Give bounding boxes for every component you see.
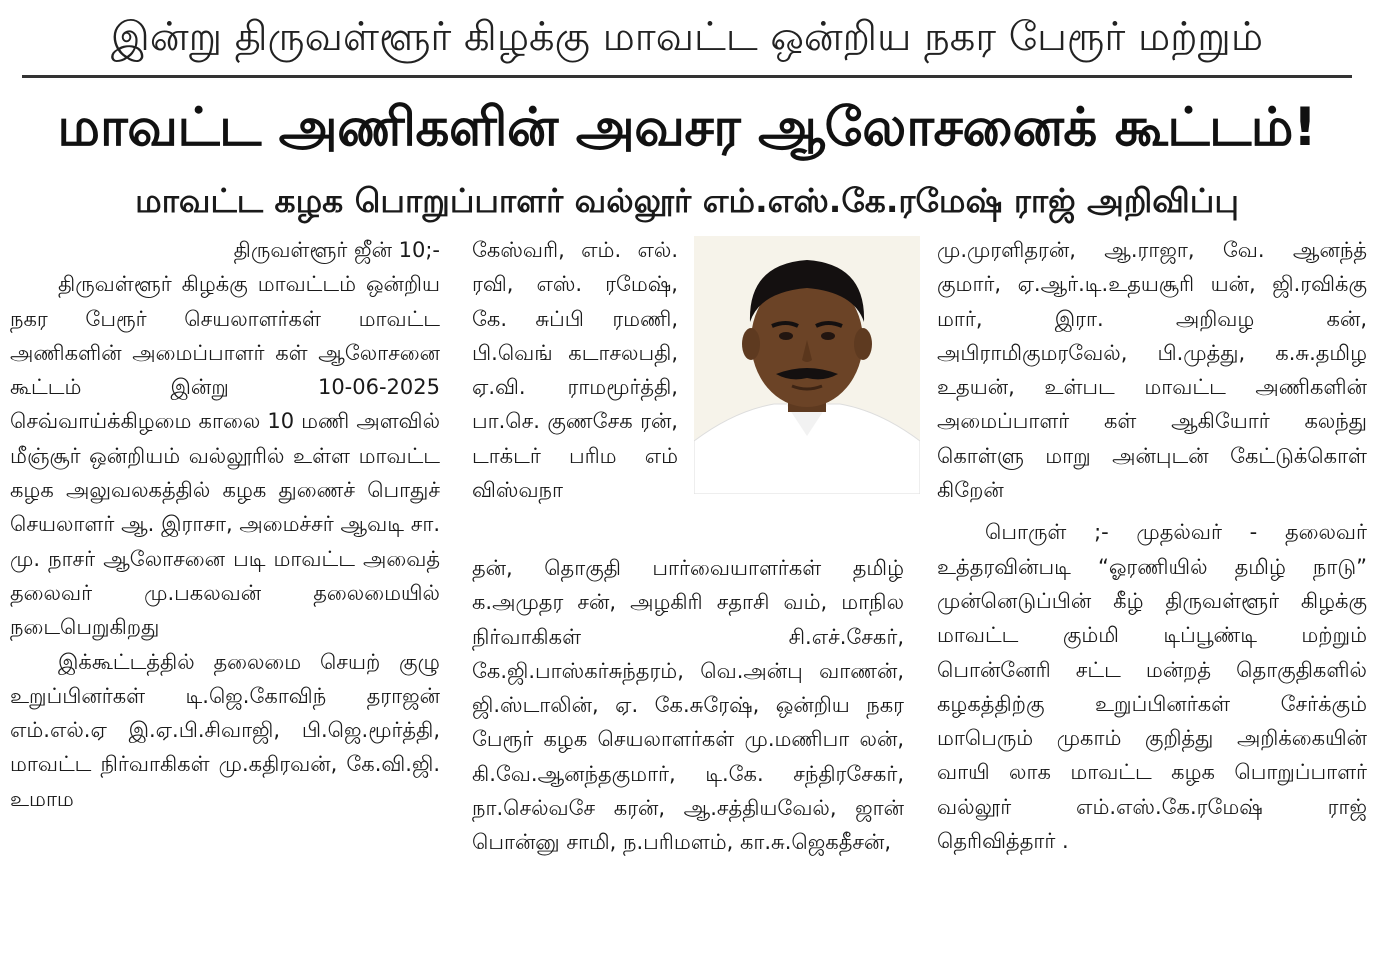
sub-headline: மாவட்ட கழக பொறுப்பாளர் வல்லூர் எம்.எஸ்.கே.ரமேஷ் ராஜ் அறிவிப்பு: [135, 181, 1239, 220]
column2-wide-text: தன், தொகுதி பார்வையாளர்கள் தமிழ் க.அமுதர சன், அழகிரி சதாசி வம், மாநில நிர்வாகிகள் சி.எச்.சேகர், கே.ஜி.பாஸ்கர்சுந்தரம், வெ.அன்பு வாணன், ஜி.ஸ்டாலின், ஏ. கே.சுரேஷ், ஒன்றிய நகர பேரூர் கழக செயலாளர்கள் மு.மணிபா லன், கி.வே.ஆனந்தகுமார், டி.கே. சந்திரசேகர், நா.செல்வசே கரன், ஆ.சத்தியவேல், ஜான் பொன்னு சாமி, ந.பரிமளம், கா.சு.ஜெகதீசன்,: [472, 556, 904, 855]
header-rule: [22, 75, 1352, 78]
column2-narrow-text: கேஸ்வரி, எம். எல். ரவி, எஸ். ரமேஷ், கே. சுப்பி ரமணி, பி.வெங் கடாசலபதி, ஏ.வி. ராமமூர்த்தி, பா.செ. குணசேக ரன், டாக்டர் பரிம எம் விஸ்வநா: [472, 238, 678, 503]
article-column-3: [937, 233, 1367, 953]
article-column-2-wide: [472, 551, 904, 951]
kicker-headline: இன்று திருவள்ளூர் கிழக்கு மாவட்ட ஒன்றிய நகர பேரூர் மற்றும்: [110, 14, 1264, 60]
dateline: திருவள்ளூர் ஜீன் 10;-: [233, 238, 440, 262]
column1-paragraph-1: திருவள்ளூர் கிழக்கு மாவட்டம் ஒன்றிய நகர பேரூர் செயலாளர்கள் மாவட்ட அணிகளின் அமைப்பாளர் கள் ஆலோசனை கூட்டம் இன்று 10-06-2025 செவ்வாய்க்கிழமை காலை 10 மணி அளவில் மீஞ்சூர் ஒன்றியம் வல்லூரில் உள்ள மாவட்ட கழக அலுவலகத்தில் கழக துணைச் பொதுச் செயலாளர் ஆ. இராசா, அமைச்சர் ஆவடி சா. மு. நாசர் ஆலோசனை படி மாவட்ட அவைத் தலைவர் மு.பகலவன் தலைமையில் நடைபெறுகிறது: [10, 272, 440, 640]
column3-paragraph-1: மு.முரளிதரன், ஆ.ராஜா, வே. ஆனந்த் குமார், ஏ.ஆர்.டி.உதயசூரி யன், ஜி.ரவிக்கு மார், இரா. அறிவழ கன், அபிராமிகுமரவேல், பி.முத்து, க.சு.தமிழ உதயன், உள்பட மாவட்ட அணிகளின் அமைப்பாளர் கள் ஆகியோர் கலந்து கொள்ளு மாறு அன்புடன் கேட்டுக்கொள் கிறேன்: [937, 238, 1367, 503]
portrait-photo: [694, 236, 920, 494]
article-column-2-narrow: [472, 233, 678, 551]
column1-paragraph-2: இக்கூட்டத்தில் தலைமை செயற் குழு உறுப்பினர்கள் டி.ஜெ.கோவிந் தராஜன் எம்.எல்.ஏ இ.ஏ.பி.சிவாஜி, பி.ஜெ.மூர்த்தி, மாவட்ட நிர்வாகிகள் மு.கதிரவன், கே.வி.ஜி. உமாம: [10, 649, 440, 811]
article-column-1: [10, 233, 440, 953]
main-headline: மாவட்ட அணிகளின் அவசர ஆலோசனைக் கூட்டம்!: [57, 97, 1317, 158]
portrait-illustration: [694, 236, 920, 494]
column3-paragraph-2: பொருள் ;- முதல்வர் - தலைவர் உத்தரவின்படி “ஓரணியில் தமிழ் நாடு” முன்னெடுப்பின் கீழ் திருவள்ளூர் கிழக்கு மாவட்ட கும்மி டிப்பூண்டி மற்றும் பொன்னேரி சட்ட மன்றத் தொகுதிகளில் கழகத்திற்கு உறுப்பினர்கள் சேர்க்கும் மாபெரும் முகாம் குறித்து அறிக்கையின் வாயி லாக மாவட்ட கழக பொறுப்பாளர் வல்லூர் எம்.எஸ்.கே.ரமேஷ் ராஜ் தெரிவித்தார் .: [937, 520, 1367, 854]
